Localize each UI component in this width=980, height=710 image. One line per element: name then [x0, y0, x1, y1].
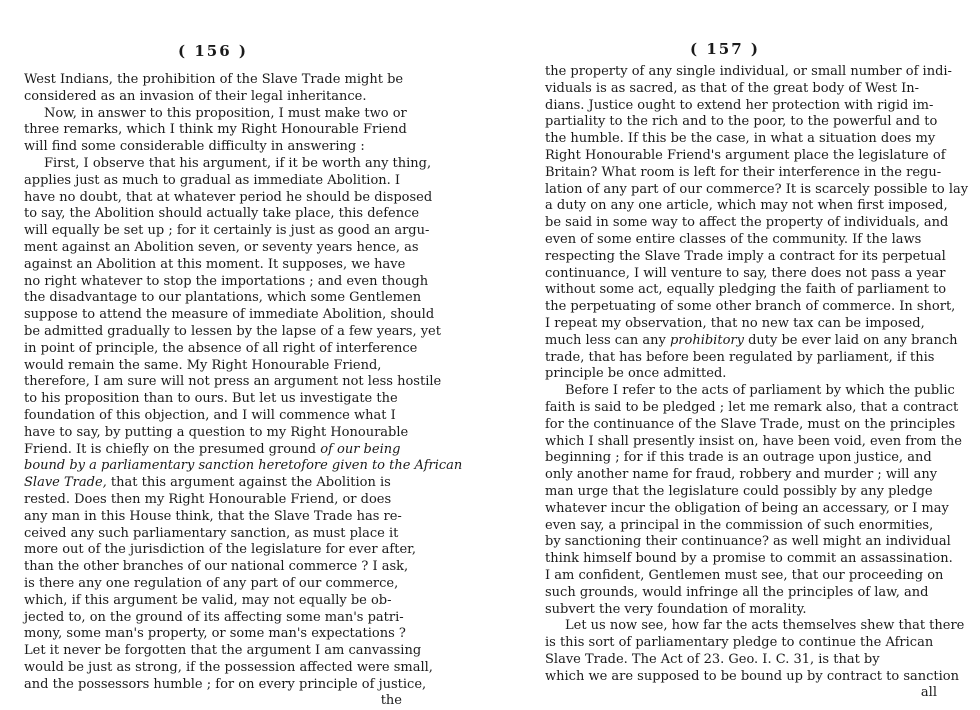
line-text: no right whatever to stop the importations ; and even though [24, 273, 429, 289]
line-text: only another name for fraud, robbery and murder ; will any [545, 467, 938, 483]
italic-phrase: Slave Trade, [24, 475, 107, 491]
line-text: think himself bound by a promise to commit an assassination. [545, 551, 953, 567]
line-text: viduals is as sacred, as that of the great body of West In- [545, 80, 920, 96]
text-line [545, 518, 937, 535]
line-text: such grounds, would infringe all the principles of law, and [545, 584, 929, 600]
line-text: mony, some man's property, or some man's expectations ? [24, 626, 406, 642]
line-text: even of some entire classes of the community. If the laws [545, 231, 922, 247]
line-text: continuance, I will venture to say, there does not pass a year [545, 265, 946, 281]
line-text: the property of any single individual, or small number of indi- [545, 64, 952, 79]
line-text: a duty on any one article, which may not when first imposed, [545, 198, 948, 214]
line-text-after: duty be ever laid on any branch [743, 332, 958, 348]
line-text: for the continuance of the Slave Trade, must on the principles [545, 416, 956, 432]
text-line [545, 265, 946, 283]
line-text: faith is said to be pledged ; let me remark also, that a contract [545, 399, 959, 415]
line-text: West Indians, the prohibition of the Slave Trade might be [24, 72, 404, 87]
line-text: the humble. If this be the case, in what a situation does my [545, 131, 936, 147]
text-line [545, 366, 937, 383]
line-text: would be just as strong, if the possession affected were small, [24, 659, 433, 675]
line-text: man urge that the legislature could possibly by any pledge [545, 483, 933, 499]
line-text: be admitted gradually to lessen by the lapse of a few years, yet [24, 323, 441, 339]
line-text: foundation of this objection, and I will commence what I [24, 407, 396, 423]
text-line [545, 416, 956, 434]
line-text: will find some considerable difficulty in answering : [24, 139, 365, 155]
line-text: three remarks, which I think my Right Honourable Friend [24, 122, 407, 138]
text-line [545, 332, 958, 350]
text-line [545, 383, 955, 400]
right-page-text [545, 64, 969, 702]
line-text: by sanctioning their continuance? as well might an individual [545, 534, 951, 550]
text-line [545, 198, 948, 215]
text-line [545, 181, 969, 199]
line-text: which, if this argument be valid, may not equally be ob- [24, 592, 392, 608]
line-text: in point of principle, the absence of all right of interference [24, 340, 418, 356]
line-text: which we are supposed to be bound up by contract to sanction [545, 668, 959, 684]
text-line [545, 350, 937, 367]
right-page-number: ( 157 ) [690, 40, 760, 58]
line-text-after: that this argument against the Abolition is [106, 475, 391, 491]
line-text: Let us now see, how far the acts themselves shew that there [565, 618, 965, 634]
line-text: lation of any part of our commerce? It is scarcely possible to lay [545, 181, 969, 197]
text-line [545, 618, 965, 635]
italic-phrase: prohibitory [669, 332, 744, 348]
line-text: whatever incur the obligation of being an accessary, or I may [545, 500, 949, 516]
line-text: much less can any [545, 332, 666, 348]
left-page-number: ( 156 ) [178, 42, 248, 60]
line-text: Friend. It is chiefly on the presumed ground [24, 441, 317, 457]
line-text: ceived any such parliamentary sanction, as must place it [24, 525, 399, 541]
line-text: against an Abolition at this moment. It supposes, we have [24, 256, 406, 272]
catchword: all [920, 685, 937, 701]
line-text: respecting the Slave Trade imply a contract for its perpetual [545, 248, 946, 264]
text-line [545, 500, 949, 518]
line-text: Let it never be forgotten that the argument I am canvassing [24, 643, 422, 659]
line-text: have no doubt, that at whatever period he should be disposed [24, 189, 433, 205]
italic-phrase: bound by a parliamentary sanction heretofore given to the African [24, 458, 463, 474]
text-line [545, 215, 949, 232]
line-text: Slave Trade. The Act of 23. Geo. I. C. 31, is that by [545, 651, 880, 667]
text-line [545, 551, 953, 568]
line-text: principle be once admitted. [545, 366, 727, 382]
text-line [545, 399, 959, 417]
line-text: Before I refer to the acts of parliament by which the public [565, 383, 955, 399]
line-text: even say, a principal in the commission of such enormities, [545, 517, 934, 533]
line-text: more out of the jurisdiction of the legislature for ever after, [24, 542, 417, 558]
line-text: I repeat my observation, that no new tax can be imposed, [545, 315, 925, 331]
line-text: the disadvantage to our plantations, which some Gentlemen [24, 290, 422, 306]
text-line [545, 668, 959, 686]
line-text: than the other branches of our national commerce ? I ask, [24, 559, 409, 575]
line-text: and the possessors humble ; for on every principle of justice, [24, 676, 427, 692]
text-line [545, 248, 946, 266]
line-text: considered as an invasion of their legal inheritance. [24, 88, 367, 104]
line-text: which I shall presently insist on, have been void, even from the [545, 433, 962, 449]
italic-phrase: of our being [320, 441, 401, 457]
text-line [545, 316, 937, 333]
text-line [545, 567, 944, 585]
text-line [545, 164, 942, 182]
line-text: will equally be set up ; for it certainly is just as good an argu- [24, 223, 430, 239]
text-line [545, 114, 937, 131]
line-text: jected to, on the ground of its affecting some man's patri- [24, 609, 404, 625]
line-text: ment against an Abolition seven, or seventy years hence, as [24, 239, 419, 255]
text-line [545, 81, 937, 98]
text-line [545, 450, 937, 467]
line-text: beginning ; for if this trade is an outrage upon justice, and [545, 450, 932, 466]
line-text: any man in this House think, that the Slave Trade has re- [24, 508, 402, 524]
text-line [545, 433, 962, 451]
text-line [545, 635, 937, 652]
line-text: would remain the same. My Right Honourable Friend, [24, 357, 382, 373]
line-text: partiality to the rich and to the poor, to the powerful and to [545, 114, 938, 130]
line-text: the perpetuating of some other branch of commerce. In short, [545, 299, 956, 315]
line-text: I am confident, Gentlemen must see, that our proceeding on [545, 567, 944, 583]
line-text: have to say, by putting a question to my Right Honourable [24, 424, 409, 440]
line-text: be said in some way to affect the property of individuals, and [545, 215, 949, 231]
line-text: is there any one regulation of any part of our commerce, [24, 575, 399, 591]
line-text: dians. Justice ought to extend her protection with rigid im- [545, 97, 934, 113]
text-line [545, 652, 937, 669]
line-text: applies just as much to gradual as immediate Abolition. I [24, 172, 401, 188]
line-text: to say, the Abolition should actually take place, this defence [24, 206, 420, 222]
line-text: is this sort of parliamentary pledge to continue the African [545, 635, 934, 651]
line-text: Right Honourable Friend's argument place the legislature of [545, 147, 946, 163]
line-text: without some act, equally pledging the faith of parliament to [545, 282, 947, 298]
line-text: to his proposition than to ours. But let us investigate the [24, 391, 398, 407]
text-line [545, 232, 937, 249]
text-line [545, 585, 937, 602]
text-line [545, 282, 947, 299]
text-line [545, 484, 937, 501]
text-line [545, 467, 937, 484]
catchword: the [380, 693, 402, 709]
line-text: rested. Does then my Right Honourable Friend, or does [24, 491, 392, 507]
text-line [545, 64, 952, 81]
text-line [545, 98, 937, 115]
text-line [545, 602, 937, 619]
line-text: Britain? What room is left for their interference in the regu- [545, 164, 942, 180]
text-line [545, 131, 937, 148]
text-line [545, 147, 946, 165]
text-line [545, 299, 956, 316]
line-text: therefore, I am sure will not press an argument not less hostile [24, 374, 442, 390]
line-text: First, I observe that his argument, if it be worth any thing, [44, 155, 432, 171]
text-line [545, 534, 951, 551]
line-text: suppose to attend the measure of immediate Abolition, should [24, 307, 435, 323]
line-text: subvert the very foundation of morality. [545, 601, 807, 617]
line-text: trade, that has before been regulated by parliament, if this [545, 349, 935, 365]
line-text: Now, in answer to this proposition, I must make two or [44, 105, 407, 121]
